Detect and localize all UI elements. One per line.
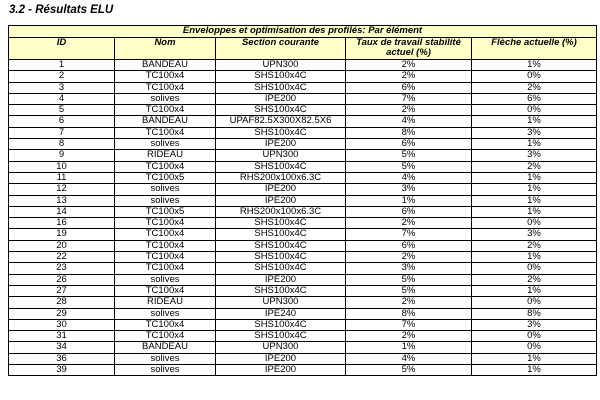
cell-nom: TC100x5 xyxy=(115,172,216,183)
cell-nom: TC100x4 xyxy=(115,285,216,296)
table-row xyxy=(9,365,597,376)
cell-nom: TC100x4 xyxy=(115,127,216,138)
table-row xyxy=(9,71,597,82)
cell-fleche: 3% xyxy=(472,150,597,161)
cell-nom: TC100x4 xyxy=(115,263,216,274)
cell-nom: TC100x4 xyxy=(115,252,216,263)
cell-taux-travail: 2% xyxy=(346,331,472,342)
cell-fleche: 1% xyxy=(472,184,597,195)
table-row xyxy=(9,263,597,274)
column-header-nom: Nom xyxy=(115,38,216,60)
cell-id: 8 xyxy=(9,139,115,150)
cell-fleche: 2% xyxy=(472,161,597,172)
cell-id: 9 xyxy=(9,150,115,161)
column-header-section: Section courante xyxy=(216,38,346,60)
cell-taux-travail: 2% xyxy=(346,218,472,229)
cell-section: IPE200 xyxy=(216,353,346,364)
table-body xyxy=(9,60,597,376)
table-row xyxy=(9,274,597,285)
cell-id: 22 xyxy=(9,252,115,263)
cell-section: IPE200 xyxy=(216,195,346,206)
cell-taux-travail: 5% xyxy=(346,161,472,172)
cell-id: 14 xyxy=(9,206,115,217)
cell-fleche: 1% xyxy=(472,172,597,183)
cell-nom: RIDEAU xyxy=(115,150,216,161)
table-row xyxy=(9,116,597,127)
cell-fleche: 3% xyxy=(472,127,597,138)
cell-taux-travail: 5% xyxy=(346,274,472,285)
cell-fleche: 0% xyxy=(472,105,597,116)
table-row xyxy=(9,218,597,229)
section-title: 3.2 - Résultats ELU xyxy=(9,4,114,16)
cell-taux-travail: 2% xyxy=(346,60,472,71)
cell-fleche: 3% xyxy=(472,319,597,330)
cell-fleche: 0% xyxy=(472,218,597,229)
cell-id: 26 xyxy=(9,274,115,285)
cell-taux-travail: 6% xyxy=(346,82,472,93)
cell-fleche: 3% xyxy=(472,229,597,240)
cell-id: 39 xyxy=(9,365,115,376)
cell-id: 12 xyxy=(9,184,115,195)
table-row xyxy=(9,240,597,251)
cell-id: 29 xyxy=(9,308,115,319)
cell-id: 36 xyxy=(9,353,115,364)
column-header-taux-travail: Taux de travail stabilité actuel (%) xyxy=(346,38,472,60)
cell-taux-travail: 6% xyxy=(346,206,472,217)
cell-taux-travail: 5% xyxy=(346,365,472,376)
table-row xyxy=(9,195,597,206)
table-row xyxy=(9,297,597,308)
cell-section: UPN300 xyxy=(216,297,346,308)
cell-section: SHS100x4C xyxy=(216,105,346,116)
table-row xyxy=(9,172,597,183)
cell-section: IPE200 xyxy=(216,274,346,285)
cell-id: 7 xyxy=(9,127,115,138)
cell-section: UPAF82.5X300X82.5X6 xyxy=(216,116,346,127)
cell-section: SHS100x4C xyxy=(216,285,346,296)
cell-section: IPE200 xyxy=(216,93,346,104)
cell-id: 31 xyxy=(9,331,115,342)
cell-id: 4 xyxy=(9,93,115,104)
cell-id: 19 xyxy=(9,229,115,240)
cell-section: SHS100x4C xyxy=(216,263,346,274)
table-row xyxy=(9,93,597,104)
cell-id: 16 xyxy=(9,218,115,229)
cell-taux-travail: 3% xyxy=(346,184,472,195)
cell-fleche: 1% xyxy=(472,206,597,217)
cell-taux-travail: 6% xyxy=(346,139,472,150)
cell-taux-travail: 6% xyxy=(346,240,472,251)
cell-id: 13 xyxy=(9,195,115,206)
cell-section: SHS100x4C xyxy=(216,218,346,229)
cell-id: 23 xyxy=(9,263,115,274)
table-caption: Enveloppes et optimisation des profilés: Par élément xyxy=(9,26,597,38)
cell-id: 11 xyxy=(9,172,115,183)
cell-nom: BANDEAU xyxy=(115,116,216,127)
cell-section: SHS100x4C xyxy=(216,229,346,240)
cell-fleche: 1% xyxy=(472,365,597,376)
cell-nom: TC100x4 xyxy=(115,105,216,116)
cell-id: 2 xyxy=(9,71,115,82)
table-row xyxy=(9,252,597,263)
cell-nom: TC100x4 xyxy=(115,71,216,82)
cell-taux-travail: 1% xyxy=(346,342,472,353)
cell-taux-travail: 7% xyxy=(346,229,472,240)
cell-taux-travail: 2% xyxy=(346,252,472,263)
cell-fleche: 1% xyxy=(472,139,597,150)
table-row xyxy=(9,319,597,330)
cell-fleche: 1% xyxy=(472,252,597,263)
cell-fleche: 1% xyxy=(472,116,597,127)
cell-fleche: 1% xyxy=(472,195,597,206)
cell-nom: RIDEAU xyxy=(115,297,216,308)
cell-taux-travail: 7% xyxy=(346,93,472,104)
cell-id: 34 xyxy=(9,342,115,353)
cell-taux-travail: 5% xyxy=(346,285,472,296)
cell-taux-travail: 8% xyxy=(346,308,472,319)
table-row xyxy=(9,127,597,138)
cell-section: UPN300 xyxy=(216,60,346,71)
cell-section: IPE200 xyxy=(216,365,346,376)
cell-nom: TC100x4 xyxy=(115,319,216,330)
table-row xyxy=(9,139,597,150)
cell-nom: solives xyxy=(115,308,216,319)
table-row xyxy=(9,308,597,319)
cell-section: SHS100x4C xyxy=(216,161,346,172)
cell-fleche: 8% xyxy=(472,308,597,319)
cell-nom: TC100x4 xyxy=(115,240,216,251)
cell-id: 20 xyxy=(9,240,115,251)
cell-nom: TC100x4 xyxy=(115,161,216,172)
cell-section: SHS100x4C xyxy=(216,252,346,263)
cell-section: SHS100x4C xyxy=(216,319,346,330)
table-row xyxy=(9,285,597,296)
cell-nom: solives xyxy=(115,195,216,206)
cell-section: RHS200x100x6.3C xyxy=(216,206,346,217)
cell-section: UPN300 xyxy=(216,342,346,353)
table-row xyxy=(9,184,597,195)
column-header-fleche: Flèche actuelle (%) xyxy=(472,38,597,60)
cell-id: 28 xyxy=(9,297,115,308)
table-row xyxy=(9,161,597,172)
cell-nom: solives xyxy=(115,184,216,195)
cell-taux-travail: 2% xyxy=(346,297,472,308)
cell-taux-travail: 1% xyxy=(346,195,472,206)
cell-section: SHS100x4C xyxy=(216,71,346,82)
cell-nom: solives xyxy=(115,274,216,285)
table-row xyxy=(9,342,597,353)
cell-section: RHS200x100x6.3C xyxy=(216,172,346,183)
table-row xyxy=(9,150,597,161)
cell-nom: solives xyxy=(115,353,216,364)
cell-fleche: 2% xyxy=(472,82,597,93)
cell-section: IPE200 xyxy=(216,139,346,150)
cell-section: UPN300 xyxy=(216,150,346,161)
table-row xyxy=(9,331,597,342)
cell-fleche: 6% xyxy=(472,93,597,104)
table-row xyxy=(9,229,597,240)
table-row xyxy=(9,82,597,93)
cell-section: IPE200 xyxy=(216,184,346,195)
cell-id: 10 xyxy=(9,161,115,172)
cell-fleche: 0% xyxy=(472,71,597,82)
results-table-container xyxy=(8,25,596,376)
cell-nom: TC100x4 xyxy=(115,331,216,342)
cell-id: 3 xyxy=(9,82,115,93)
cell-taux-travail: 4% xyxy=(346,353,472,364)
cell-taux-travail: 5% xyxy=(346,150,472,161)
cell-taux-travail: 8% xyxy=(346,127,472,138)
cell-fleche: 2% xyxy=(472,274,597,285)
results-table xyxy=(8,25,597,376)
cell-taux-travail: 4% xyxy=(346,116,472,127)
table-row xyxy=(9,353,597,364)
cell-fleche: 0% xyxy=(472,342,597,353)
cell-taux-travail: 4% xyxy=(346,172,472,183)
cell-id: 30 xyxy=(9,319,115,330)
cell-nom: BANDEAU xyxy=(115,60,216,71)
cell-section: IPE240 xyxy=(216,308,346,319)
cell-id: 27 xyxy=(9,285,115,296)
cell-fleche: 1% xyxy=(472,285,597,296)
cell-section: SHS100x4C xyxy=(216,331,346,342)
cell-section: SHS100x4C xyxy=(216,127,346,138)
cell-nom: TC100x4 xyxy=(115,82,216,93)
cell-id: 5 xyxy=(9,105,115,116)
cell-nom: BANDEAU xyxy=(115,342,216,353)
cell-section: SHS100x4C xyxy=(216,82,346,93)
cell-nom: TC100x4 xyxy=(115,218,216,229)
table-row xyxy=(9,105,597,116)
cell-fleche: 0% xyxy=(472,263,597,274)
table-row xyxy=(9,60,597,71)
cell-section: SHS100x4C xyxy=(216,240,346,251)
cell-fleche: 0% xyxy=(472,297,597,308)
cell-taux-travail: 7% xyxy=(346,319,472,330)
cell-id: 1 xyxy=(9,60,115,71)
cell-nom: solives xyxy=(115,139,216,150)
cell-fleche: 1% xyxy=(472,60,597,71)
cell-fleche: 2% xyxy=(472,240,597,251)
column-header-id: ID xyxy=(9,38,115,60)
cell-nom: TC100x5 xyxy=(115,206,216,217)
cell-taux-travail: 3% xyxy=(346,263,472,274)
cell-fleche: 1% xyxy=(472,353,597,364)
cell-taux-travail: 2% xyxy=(346,105,472,116)
cell-nom: solives xyxy=(115,93,216,104)
cell-fleche: 0% xyxy=(472,331,597,342)
cell-taux-travail: 2% xyxy=(346,71,472,82)
cell-nom: solives xyxy=(115,365,216,376)
cell-id: 6 xyxy=(9,116,115,127)
cell-nom: TC100x4 xyxy=(115,229,216,240)
table-row xyxy=(9,206,597,217)
